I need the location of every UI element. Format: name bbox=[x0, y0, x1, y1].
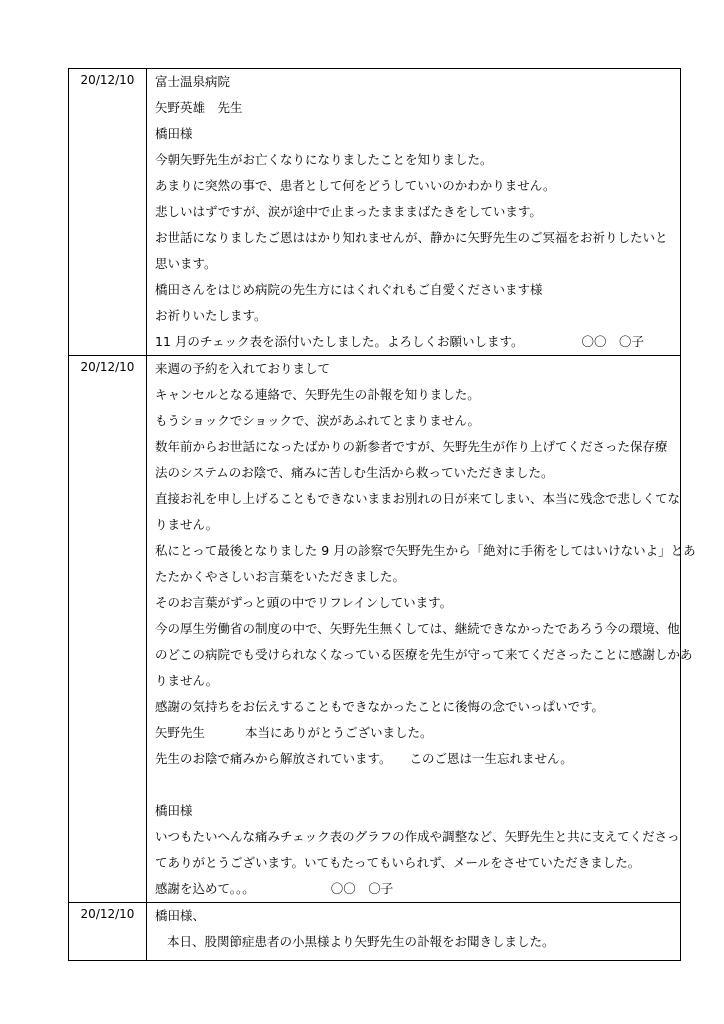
letter-line: 今の厚生労働省の制度の中で、矢野先生無くしては、継続できなかったであろう今の環境、他 bbox=[155, 621, 680, 636]
entry-date: 20/12/10 bbox=[69, 356, 147, 903]
letter-line: あまりに突然の事で、患者として何をどうしていいのかわかりません。 bbox=[155, 178, 556, 193]
letter-line: てありがとうございます。いてもたってもいられず、メールをさせていただきました。 bbox=[155, 855, 641, 870]
letter-line: 橋田様、 bbox=[155, 908, 206, 923]
blank-line bbox=[155, 772, 674, 798]
letter-line: 矢野英雄 先生 bbox=[155, 100, 243, 115]
letter-line: 今朝矢野先生がお亡くなりになりましたことを知りました。 bbox=[155, 152, 493, 167]
entry-row-2 bbox=[69, 356, 681, 903]
letter-line-text: 感謝を込めて。。。 bbox=[155, 881, 255, 896]
letter-line: そのお言葉がずっと頭の中でリフレインしています。 bbox=[155, 595, 453, 610]
letter-line: たたかくやさしいお言葉をいただきました。 bbox=[155, 569, 406, 584]
letter-line: 感謝の気持ちをお伝えすることもできなかったことに後悔の念でいっぱいです。 bbox=[155, 699, 605, 714]
letter-line-text: 11 月のチェック表を添付いたしました。よろしくお願いします。 bbox=[155, 334, 524, 349]
letter-line: 私にとって最後となりました 9 月の診察で矢野先生から「絶対に手術をしてはいけないよ」とあ bbox=[155, 543, 696, 558]
letter-line-text: 矢野先生 bbox=[155, 725, 206, 740]
letter-line: 本日、股関節症患者の小黒様より矢野先生の訃報をお聞きしました。 bbox=[167, 934, 555, 949]
letter-line: 来週の予約を入れておりまして bbox=[155, 361, 331, 376]
entry-date: 20/12/10 bbox=[69, 69, 147, 356]
letter-line: 橋田さんをはじめ病院の先生方にはくれぐれもご自愛くださいます様 bbox=[155, 282, 543, 297]
letter-line: りません。 bbox=[155, 517, 219, 532]
letter-line: 数年前からお世話になったばかりの新参者ですが、矢野先生が作り上げてくださった保存療 bbox=[155, 439, 668, 454]
letter-line: 悲しいはずですが、涙が途中で止まったまままばたきをしています。 bbox=[155, 204, 542, 219]
letter-line: 思います。 bbox=[155, 256, 217, 271]
letter-line bbox=[155, 876, 674, 902]
letter-line: りません。 bbox=[155, 673, 219, 688]
entry-date: 20/12/10 bbox=[69, 903, 147, 961]
letter-line-text: 本当にありがとうございました。 bbox=[245, 725, 433, 740]
letter-line-text: このご恩は一生忘れません。 bbox=[409, 751, 573, 766]
letter-line bbox=[155, 329, 674, 355]
entry-body bbox=[147, 903, 681, 961]
letter-line: お世話になりましたご恩ははかり知れませんが、静かに矢野先生のご冥福をお祈りしたいと bbox=[155, 230, 668, 245]
letter-line: キャンセルとなる連絡で、矢野先生の訃報を知りました。 bbox=[155, 387, 480, 402]
letter-line bbox=[155, 746, 674, 772]
signature: 〇〇 〇子 bbox=[330, 881, 394, 896]
letter-line: もうショックでショックで、涙があふれてとまりません。 bbox=[155, 413, 481, 428]
letter-line bbox=[155, 720, 674, 746]
letter-line: 直接お礼を申し上げることもできないままお別れの日が来てしまい、本当に残念で悲しくてな bbox=[155, 491, 681, 506]
letter-line: のどこの病院でも受けられなくなっている医療を先生が守って来てくださったことに感謝しかあ bbox=[155, 647, 693, 662]
entry-body bbox=[147, 356, 696, 903]
letter-line: 橋田様 bbox=[155, 803, 193, 818]
letter-line: 法のシステムのお陰で、痛みに苦しむ生活から救っていただきました。 bbox=[155, 465, 554, 480]
letter-line: 富士温泉病院 bbox=[155, 74, 231, 89]
letters-table bbox=[68, 68, 696, 961]
letter-line: いつもたいへんな痛みチェック表のグラフの作成や調整など、矢野先生と共に支えてくださっ bbox=[155, 829, 680, 844]
letter-line: 橋田様 bbox=[155, 126, 193, 141]
letter-line-text: 先生のお陰で痛みから解放されています。 bbox=[155, 751, 392, 766]
entry-body bbox=[147, 69, 681, 356]
entry-row-3 bbox=[69, 903, 681, 961]
letter-line: お祈りいたします。 bbox=[155, 308, 267, 323]
entry-row-1 bbox=[69, 69, 681, 356]
signature: 〇〇 〇子 bbox=[581, 334, 645, 349]
